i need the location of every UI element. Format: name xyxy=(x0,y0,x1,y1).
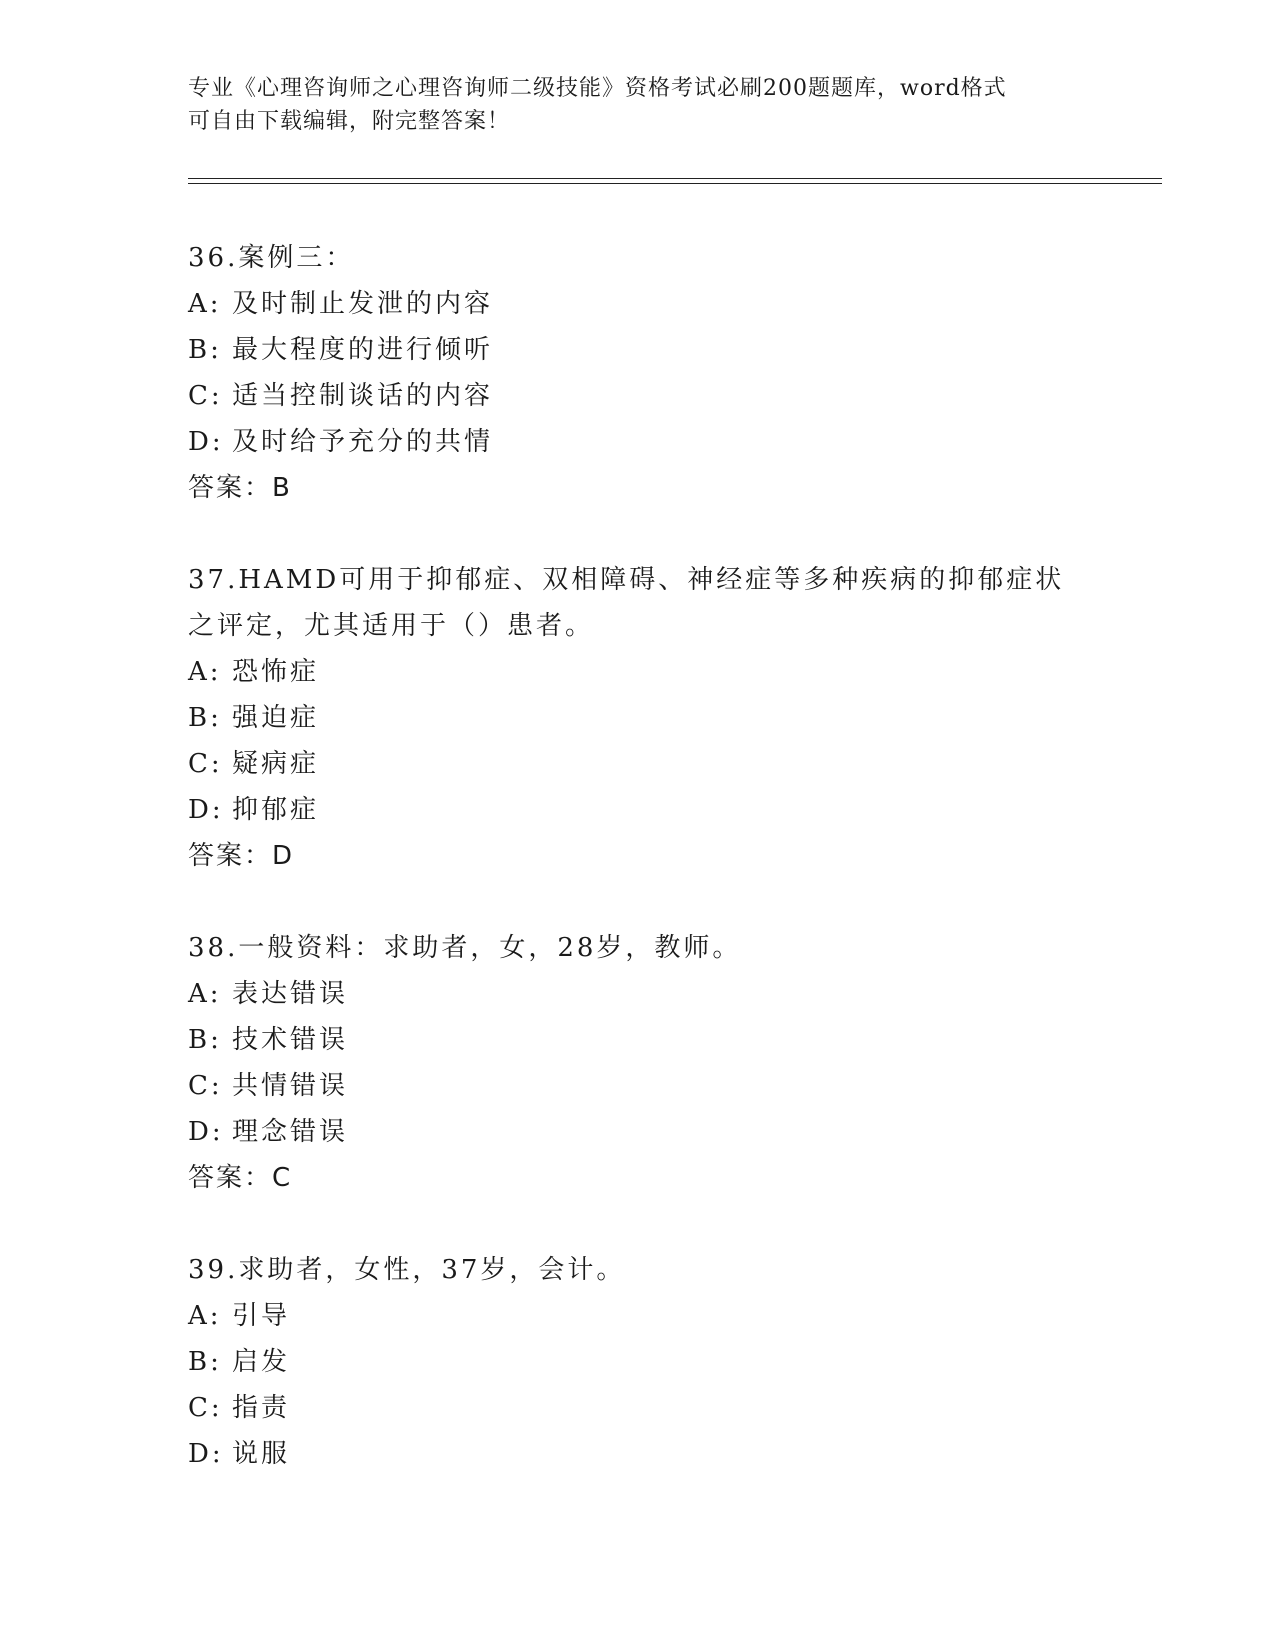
option-key: B: xyxy=(188,1025,222,1055)
header-rule-top xyxy=(188,178,1162,179)
option-key: D: xyxy=(188,427,224,457)
option-text: 指责 xyxy=(232,1393,291,1423)
option-a xyxy=(188,1293,1088,1339)
header-rule-bottom xyxy=(188,183,1162,184)
question-list xyxy=(188,235,1088,1523)
question-37 xyxy=(188,557,1088,879)
question-stem: 36.案例三： xyxy=(188,243,355,273)
question-38 xyxy=(188,925,1088,1201)
option-d xyxy=(188,419,1088,465)
option-text: 理念错误 xyxy=(232,1117,349,1147)
answer-label: 答案：C xyxy=(188,1163,293,1193)
option-key: C: xyxy=(188,749,223,779)
option-text: 表达错误 xyxy=(232,979,349,1009)
option-b xyxy=(188,327,1088,373)
option-key: A: xyxy=(188,979,222,1009)
question-stem: 39.求助者，女性，37岁，会计。 xyxy=(188,1255,626,1285)
option-text: 及时给予充分的共情 xyxy=(232,427,494,457)
option-text: 技术错误 xyxy=(232,1025,349,1055)
option-text: 启发 xyxy=(232,1347,291,1377)
option-d xyxy=(188,787,1088,833)
header-line-2: 可自由下载编辑，附完整答案！ xyxy=(188,109,511,134)
option-key: C: xyxy=(188,1071,223,1101)
option-c xyxy=(188,373,1088,419)
option-a xyxy=(188,281,1088,327)
option-text: 适当控制谈话的内容 xyxy=(232,381,494,411)
option-a xyxy=(188,971,1088,1017)
question-stem: 37.HAMD可用于抑郁症、双相障碍、神经症等多种疾病的抑郁症状之评定，尤其适用于（）患者。 xyxy=(188,565,1065,641)
option-d xyxy=(188,1431,1088,1477)
option-d xyxy=(188,1109,1088,1155)
option-text: 抑郁症 xyxy=(232,795,320,825)
option-c xyxy=(188,1063,1088,1109)
option-key: D: xyxy=(188,1439,224,1469)
option-key: B: xyxy=(188,703,222,733)
option-c xyxy=(188,1385,1088,1431)
option-text: 说服 xyxy=(232,1439,291,1469)
option-text: 强迫症 xyxy=(232,703,320,733)
option-key: A: xyxy=(188,289,222,319)
question-39 xyxy=(188,1247,1088,1477)
option-key: A: xyxy=(188,1301,222,1331)
option-text: 恐怖症 xyxy=(232,657,320,687)
option-text: 及时制止发泄的内容 xyxy=(232,289,494,319)
document-header xyxy=(188,72,1088,138)
option-c xyxy=(188,741,1088,787)
option-a xyxy=(188,649,1088,695)
option-text: 最大程度的进行倾听 xyxy=(232,335,494,365)
option-key: B: xyxy=(188,1347,222,1377)
option-key: D: xyxy=(188,795,224,825)
option-key: D: xyxy=(188,1117,224,1147)
answer-label: 答案：B xyxy=(188,473,292,503)
option-key: A: xyxy=(188,657,222,687)
option-b xyxy=(188,1017,1088,1063)
option-key: B: xyxy=(188,335,222,365)
option-key: C: xyxy=(188,381,223,411)
header-line-1: 专业《心理咨询师之心理咨询师二级技能》资格考试必刷200题题库，word格式 xyxy=(188,76,1007,101)
answer-label: 答案：D xyxy=(188,841,295,871)
option-b xyxy=(188,1339,1088,1385)
option-text: 疑病症 xyxy=(232,749,320,779)
option-key: C: xyxy=(188,1393,223,1423)
option-text: 共情错误 xyxy=(232,1071,349,1101)
option-b xyxy=(188,695,1088,741)
question-36 xyxy=(188,235,1088,511)
option-text: 引导 xyxy=(232,1301,291,1331)
question-stem: 38.一般资料：求助者，女，28岁，教师。 xyxy=(188,933,742,963)
